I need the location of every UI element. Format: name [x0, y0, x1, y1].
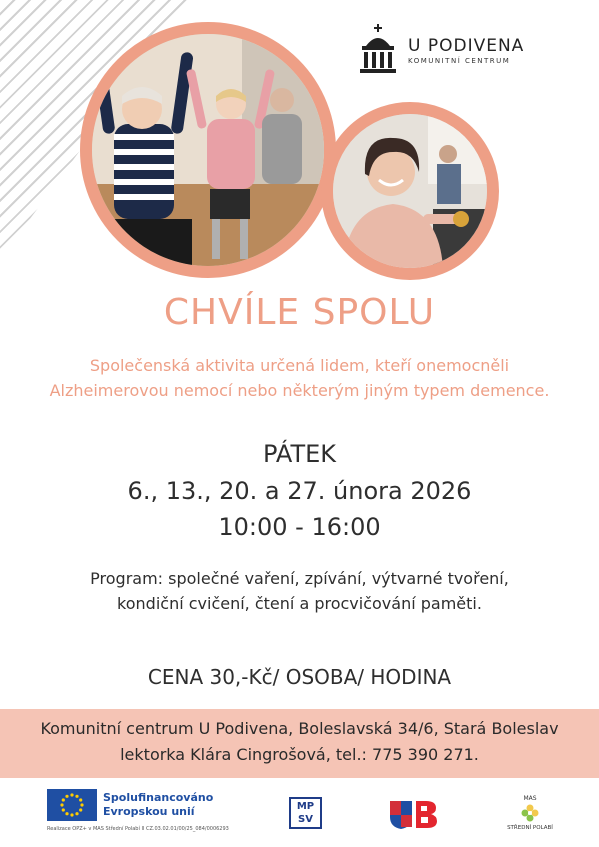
event-price: CENA 30,-Kč/ OSOBA/ HODINA — [147, 665, 452, 689]
event-dates: 6., 13., 20. a 27. února 2026 — [127, 477, 472, 505]
mpsv-top-text: MP — [296, 801, 315, 812]
eu-label — [103, 791, 213, 819]
mpsv-bottom-text: SV — [298, 814, 313, 825]
mas-bottom-text: STŘEDNÍ POLABÍ — [507, 825, 553, 831]
event-day: PÁTEK — [262, 440, 337, 468]
eu-label-line2: Evropskou unií — [103, 805, 195, 818]
eu-flag-icon — [47, 789, 97, 821]
contact-lecturer: lektorka Klára Cingrošová, tel.: 775 390 271. — [120, 745, 479, 764]
contact-band — [0, 709, 599, 778]
photo-woman-cooking — [333, 114, 487, 268]
program-line: Program: společné vaření, zpívání, výtvarné tvoření, — [90, 569, 509, 588]
event-title: CHVÍLE SPOLU — [163, 292, 436, 333]
logo-subtitle: KOMUNITNÍ CENTRUM — [408, 57, 511, 65]
mas-top-text: MAS — [523, 795, 537, 802]
mas-stredni-polabi-logo — [505, 795, 555, 835]
chapel-icon — [356, 24, 400, 74]
description-line: Alzheimerovou nemocí nebo některým jiným typem demence. — [49, 381, 550, 400]
photo-seniors-exercising — [92, 34, 324, 266]
eu-label-line1: Spolufinancováno — [103, 791, 214, 804]
flower-icon — [520, 803, 540, 823]
logo-u-podivena — [356, 24, 525, 74]
mpsv-logo — [289, 797, 322, 829]
event-time: 10:00 - 16:00 — [218, 513, 381, 541]
logo-title: U PODIVENA — [408, 36, 525, 56]
project-reference: Realizace OPZ+ v MAS Střední Polabí II CZ.03.02.01/00/25_084/0006293 — [47, 826, 229, 832]
event-description — [0, 353, 599, 403]
contact-address: Komunitní centrum U Podivena, Boleslavská 34/6, Stará Boleslav — [40, 719, 559, 738]
program-description — [0, 566, 599, 616]
region-logo — [390, 799, 438, 829]
program-line: kondiční cvičení, čtení a procvičování paměti. — [117, 594, 482, 613]
region-coat-of-arms-icon — [390, 799, 438, 829]
description-line: Společenská aktivita určená lidem, kteří onemocněli — [89, 356, 510, 375]
